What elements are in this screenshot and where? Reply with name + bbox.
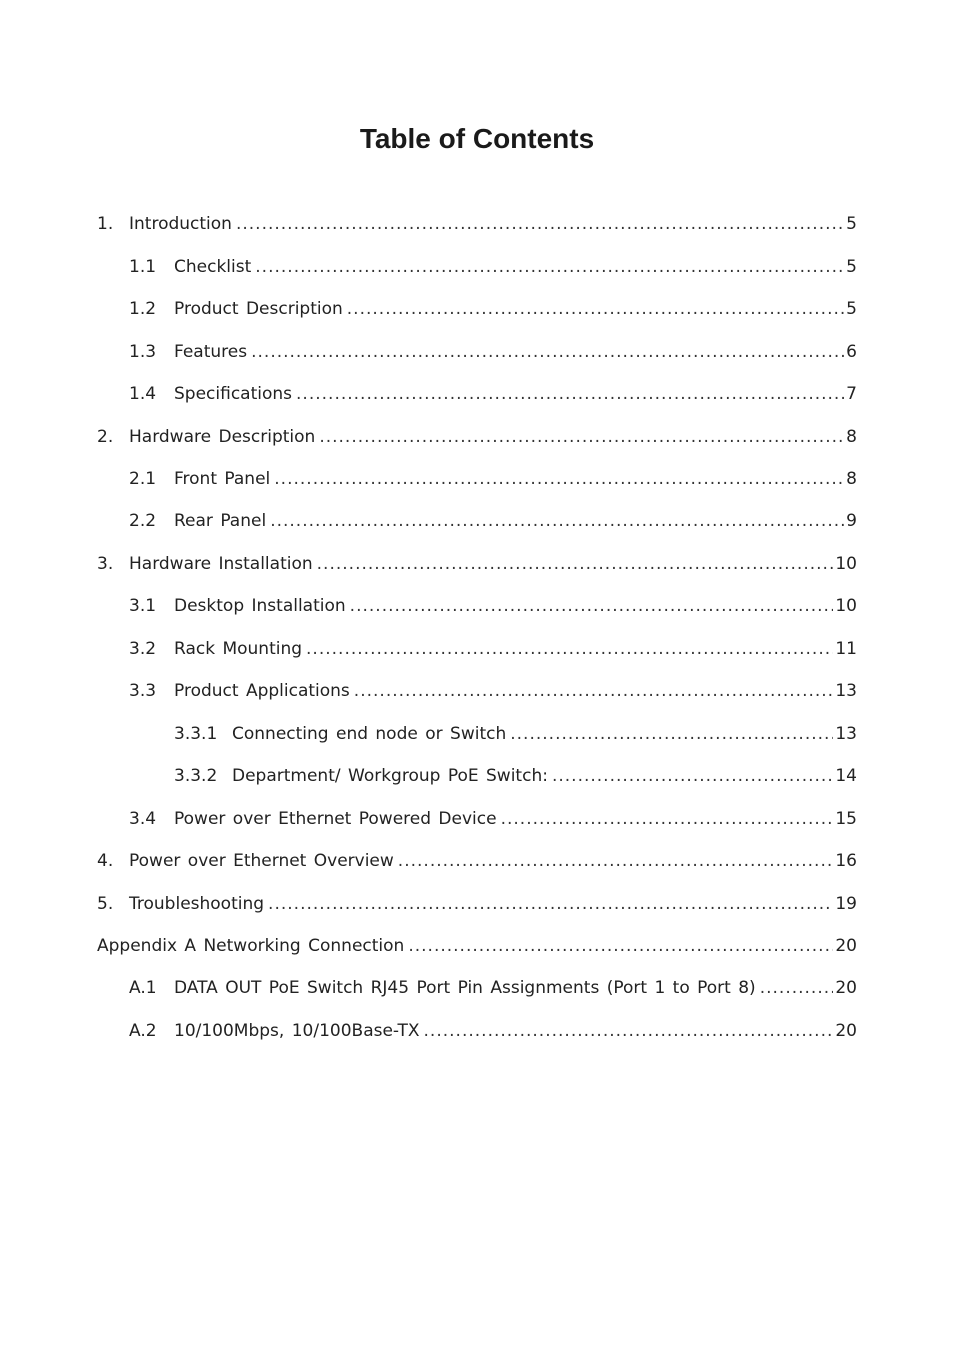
dot-leader: [760, 976, 834, 1000]
toc-entry-connecting-end-node[interactable]: [174, 722, 857, 746]
dot-leader: [296, 382, 844, 406]
toc-entry-title: Appendix A Networking Connection: [97, 936, 405, 956]
toc-entry-title: Hardware Description: [129, 427, 316, 447]
toc-entry-product-applications[interactable]: [129, 679, 857, 703]
toc-entry-number: 3.3: [129, 681, 157, 701]
toc-entry-number: 5.: [97, 894, 114, 914]
toc-entry-title: Connecting end node or Switch: [232, 724, 507, 744]
toc-entry-number: A.2: [129, 1021, 157, 1041]
dot-leader: [510, 722, 833, 746]
toc-entry-hardware-installation[interactable]: [97, 552, 857, 576]
toc-entry-introduction[interactable]: [97, 212, 857, 236]
dot-leader: [317, 552, 834, 576]
toc-entry-title: Hardware Installation: [129, 554, 313, 574]
toc-entry-page: 13: [835, 724, 857, 744]
toc-entry-page: 8: [846, 427, 857, 447]
toc-entry-title: Desktop Installation: [174, 596, 346, 616]
toc-entry-page: 13: [835, 681, 857, 701]
dot-leader: [255, 255, 844, 279]
toc-entry-checklist[interactable]: [129, 255, 857, 279]
toc-entry-rack-mounting[interactable]: [129, 637, 857, 661]
dot-leader: [274, 467, 844, 491]
toc-entry-troubleshooting[interactable]: [97, 892, 857, 916]
toc-entry-title: DATA OUT PoE Switch RJ45 Port Pin Assignments (Port 1 to Port 8): [174, 978, 756, 998]
toc-entry-page: 20: [835, 936, 857, 956]
toc-entry-number: 1.2: [129, 299, 157, 319]
toc-entry-page: 5: [846, 214, 857, 234]
toc-entry-page: 14: [835, 766, 857, 786]
toc-entry-number: 2.1: [129, 469, 157, 489]
dot-leader: [398, 849, 834, 873]
toc-entry-department-workgroup[interactable]: [174, 764, 857, 788]
toc-entry-number: 3.1: [129, 596, 157, 616]
toc-entry-number: A.1: [129, 978, 157, 998]
toc-entry-poe-overview[interactable]: [97, 849, 857, 873]
toc-entry-appendix-a[interactable]: [97, 934, 857, 958]
dot-leader: [251, 340, 844, 364]
toc-entry-number: 1.: [97, 214, 114, 234]
toc-entry-desktop-installation[interactable]: [129, 594, 857, 618]
toc-entry-title: Product Applications: [174, 681, 350, 701]
toc-entry-title: Front Panel: [174, 469, 271, 489]
toc-entry-page: 11: [835, 639, 857, 659]
dot-leader: [350, 594, 834, 618]
toc-entry-title: Department/ Workgroup PoE Switch:: [232, 766, 548, 786]
toc-entry-title: 10/100Mbps, 10/100Base-TX: [174, 1021, 420, 1041]
toc-entry-page: 9: [846, 511, 857, 531]
toc-entry-number: 3.3.1: [174, 724, 218, 744]
dot-leader: [306, 637, 833, 661]
dot-leader: [354, 679, 834, 703]
toc-entry-number: 3.3.2: [174, 766, 218, 786]
dot-leader: [501, 807, 834, 831]
toc-entry-number: 3.4: [129, 809, 157, 829]
toc-entry-title: Power over Ethernet Overview: [129, 851, 394, 871]
toc-entry-front-panel[interactable]: [129, 467, 857, 491]
toc-entry-rj45-pin-assignments[interactable]: [129, 976, 857, 1000]
toc-entry-page: 6: [846, 342, 857, 362]
toc-entry-specifications[interactable]: [129, 382, 857, 406]
toc-entry-number: 2.: [97, 427, 114, 447]
toc-entry-features[interactable]: [129, 340, 857, 364]
toc-entry-page: 20: [835, 978, 857, 998]
toc-entry-100base-tx[interactable]: [129, 1019, 857, 1043]
dot-leader: [552, 764, 833, 788]
toc-entry-number: 1.4: [129, 384, 157, 404]
toc-entry-number: 3.: [97, 554, 114, 574]
toc-entry-number: 1.3: [129, 342, 157, 362]
toc-entry-product-description[interactable]: [129, 297, 857, 321]
toc-entry-title: Product Description: [174, 299, 343, 319]
toc-entry-page: 7: [846, 384, 857, 404]
toc-entry-title: Checklist: [174, 257, 252, 277]
toc-entry-poe-powered-device[interactable]: [129, 807, 857, 831]
toc-entry-page: 10: [835, 554, 857, 574]
toc-entry-number: 4.: [97, 851, 114, 871]
dot-leader: [268, 892, 833, 916]
toc-entry-title: Introduction: [129, 214, 232, 234]
toc-entry-number: 1.1: [129, 257, 157, 277]
toc-entry-title: Troubleshooting: [129, 894, 265, 914]
toc-entry-page: 15: [835, 809, 857, 829]
toc-entry-page: 5: [846, 257, 857, 277]
dot-leader: [408, 934, 833, 958]
dot-leader: [319, 425, 844, 449]
toc-entry-title: Power over Ethernet Powered Device: [174, 809, 497, 829]
toc-entry-hardware-description[interactable]: [97, 425, 857, 449]
toc-entry-title: Features: [174, 342, 248, 362]
toc-entry-title: Rack Mounting: [174, 639, 303, 659]
toc-entry-page: 10: [835, 596, 857, 616]
dot-leader: [347, 297, 844, 321]
toc-entry-page: 19: [835, 894, 857, 914]
page-title: Table of Contents: [359, 123, 595, 154]
toc-entry-title: Rear Panel: [174, 511, 267, 531]
dot-leader: [424, 1019, 834, 1043]
dot-leader: [270, 509, 844, 533]
toc-entry-number: 3.2: [129, 639, 157, 659]
toc-entry-page: 20: [835, 1021, 857, 1041]
dot-leader: [236, 212, 844, 236]
toc-entry-rear-panel[interactable]: [129, 509, 857, 533]
toc-entry-number: 2.2: [129, 511, 157, 531]
toc-entry-page: 8: [846, 469, 857, 489]
toc-entry-page: 16: [835, 851, 857, 871]
toc-entry-title: Specifications: [174, 384, 293, 404]
toc-entry-page: 5: [846, 299, 857, 319]
